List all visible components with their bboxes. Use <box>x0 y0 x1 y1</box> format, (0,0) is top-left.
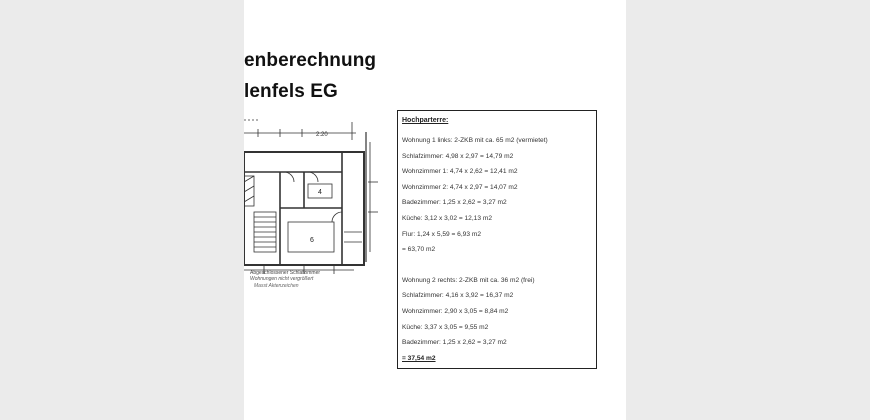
unit-1-room-line: Wohnzimmer 2: 4,74 x 2,97 = 14,07 m2 <box>402 183 518 191</box>
unit-1-room-line: Küche: 3,12 x 3,02 = 12,13 m2 <box>402 214 492 222</box>
area-calculation-box <box>397 110 597 369</box>
document-page <box>244 0 626 420</box>
floor-heading: Hochparterre: <box>402 117 449 124</box>
document-title-line-2: lenfels EG <box>244 81 338 102</box>
unit-2-room-line: Küche: 3,37 x 3,05 = 9,55 m2 <box>402 323 489 331</box>
unit-1-room-line: Wohnzimmer 1: 4,74 x 2,62 = 12,41 m2 <box>402 168 518 176</box>
section-spacer <box>402 258 596 273</box>
unit-2-room-line: Badezimmer: 1,25 x 2,62 = 3,27 m2 <box>402 339 507 347</box>
unit-1-room-line: Flur: 1,24 x 5,59 = 6,93 m2 <box>402 230 481 238</box>
plan-room-number-b: 6 <box>310 237 314 244</box>
unit-2-title: Wohnung 2 rechts: 2-ZKB mit ca. 36 m2 (frei) <box>402 276 535 284</box>
unit-1-room-line: Schlafzimmer: 4,98 x 2,97 = 14,79 m2 <box>402 152 514 160</box>
unit-1-title: Wohnung 1 links: 2-ZKB mit ca. 65 m2 (vermietet) <box>402 137 548 144</box>
plan-dimension-label: 2.20 <box>316 132 328 138</box>
unit-1-total: = 63,70 m2 <box>402 246 436 254</box>
plan-caption-line-1: Abgeschlossener Schlafzimmer <box>250 270 321 276</box>
plan-room-number-a: 4 <box>318 189 322 196</box>
unit-1-room-line: Badezimmer: 1,25 x 2,62 = 3,27 m2 <box>402 199 507 207</box>
unit-2-room-line: Wohnzimmer: 2,90 x 3,05 = 8,84 m2 <box>402 307 509 315</box>
floor-plan-drawing <box>244 112 380 290</box>
unit-2-total: = 37,54 m2 <box>402 354 436 362</box>
document-title-line-1: enberechnung <box>244 50 377 71</box>
plan-caption-line-2: Wohnungen nicht vergrößert <box>250 276 314 282</box>
plan-caption-line-3: Masst Aktenzeichen <box>254 283 299 289</box>
unit-2-room-line: Schlafzimmer: 4,16 x 3,92 = 16,37 m2 <box>402 292 514 300</box>
